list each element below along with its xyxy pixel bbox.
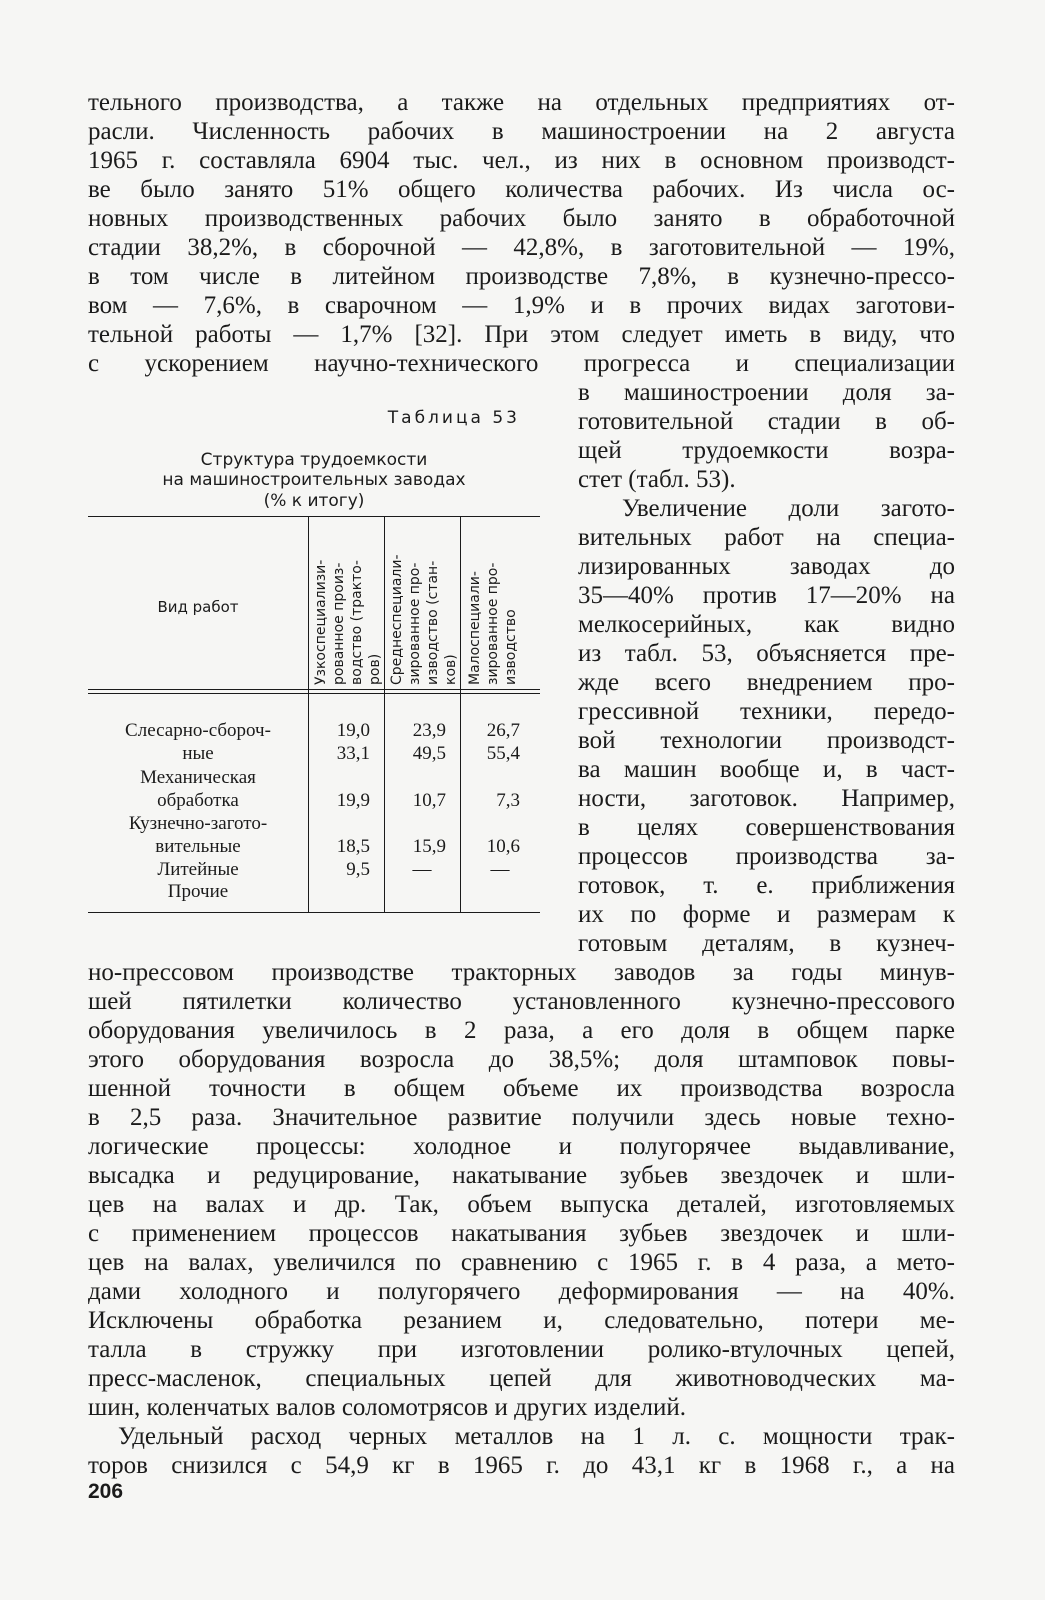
column-header-line: ков) [443, 654, 459, 685]
text-line: стет (табл. 53). [578, 466, 736, 493]
text-line: грессивной техники, передо- [578, 698, 955, 725]
table-subtitle: (% к итогу) [263, 491, 365, 511]
text-line: с применением процессов накатывания зубьев звездочек и шли- [88, 1220, 955, 1247]
text-line: Исключены обработка резанием и, следовательно, потери ме- [88, 1307, 955, 1334]
text-line: готовительной стадии в об- [578, 408, 955, 435]
table-top-rule [88, 516, 540, 517]
text-line: высадка и редуцирование, накатывание зубьев звездочек и шли- [88, 1162, 955, 1189]
text-line: в том числе в литейном производстве 7,8%, в кузнечно-прессо- [88, 263, 955, 290]
text-line: шин, коленчатых валов соломотрясов и других изделий. [88, 1394, 686, 1421]
table-cell: 9,5 [346, 859, 370, 880]
text-line: цев на валах, увеличился по сравнению с 1965 г. в 4 раза, а мето- [88, 1249, 955, 1276]
table-label: Таблица 53 [387, 408, 520, 428]
text-line: вой технологии производст- [578, 727, 955, 754]
table-cell: 10,6 [486, 836, 520, 857]
page-number: 206 [88, 1480, 124, 1503]
table-cell: — [412, 859, 432, 880]
table-cell: 55,4 [486, 743, 520, 764]
text-line: логические процессы: холодное и полугорячее выдавливание, [88, 1133, 955, 1160]
text-line: ве было занято 51% общего количества рабочих. Из числа ос- [88, 176, 955, 203]
text-line: процессов производства за- [578, 843, 955, 870]
text-line: Увеличение доли загото- [622, 495, 955, 522]
table-header-rule [88, 693, 540, 694]
table-cell: 49,5 [412, 743, 446, 764]
text-line: их по форме и размерам к [578, 901, 955, 928]
text-line: 1965 г. составляла 6904 тыс. чел., из них в основном производст- [88, 147, 955, 174]
text-line: ности, заготовок. Например, [578, 785, 955, 812]
text-line: талла в стружку при изготовлении ролико-втулочных цепей, [88, 1336, 955, 1363]
column-header-line: зированное про- [485, 562, 501, 685]
text-line: лизированных заводах до [578, 553, 955, 580]
text-line: вом — 7,6%, в сварочном — 1,9% и в прочих видах заготови- [88, 292, 955, 319]
row-label: Механическая [140, 767, 256, 788]
text-line: в 2,5 раза. Значительное развитие получили здесь новые техно- [88, 1104, 955, 1131]
row-label: Слесарно-сбороч- [125, 720, 271, 741]
text-line: тельного производства, а также на отдельных предприятиях от- [88, 89, 955, 116]
text-line: щей трудоемкости возра- [578, 437, 955, 464]
text-line: дами холодного и полугорячего деформирования — на 40%. [88, 1278, 955, 1305]
table-cell: 23,9 [412, 720, 446, 741]
table-bottom-rule [88, 912, 540, 913]
table-cell: 26,7 [486, 720, 520, 741]
text-line: готовок, т. е. приближения [578, 872, 955, 899]
text-line: ва машин вообще и, в част- [578, 756, 955, 783]
column-header-line: изводство [503, 609, 519, 685]
table-header-rule [88, 689, 540, 690]
column-header-line: водство (тракто- [349, 560, 365, 685]
row-label: вительные [155, 836, 241, 857]
row-label: ные [182, 743, 214, 764]
text-line: жде всего внедрением про- [578, 669, 955, 696]
table-cell: 19,0 [336, 720, 370, 741]
row-label: Кузнечно-загото- [128, 813, 268, 834]
table-cell: 33,1 [336, 743, 370, 764]
text-line: в машиностроении доля за- [578, 379, 955, 406]
column-header-line: Среднеспециали- [389, 554, 405, 685]
table-cell: 10,7 [412, 790, 446, 811]
table-title: на машиностроительных заводах [162, 470, 466, 490]
text-line: новных производственных рабочих было занято в обработочной [88, 205, 955, 232]
text-line: Удельный расход черных металлов на 1 л. с. мощности трак- [118, 1423, 955, 1450]
text-line: шей пятилетки количество установленного кузнечно-прессового [88, 988, 955, 1015]
column-header-line: Узкоспециализи- [313, 559, 329, 685]
text-line: 35—40% против 17—20% на [578, 582, 955, 609]
text-line: с ускорением научно-технического прогресса и специализации [88, 350, 955, 377]
row-label: Литейные [157, 859, 239, 880]
table-cell: 19,9 [336, 790, 370, 811]
column-header-line: ров) [367, 653, 383, 685]
text-line: мелкосерийных, как видно [578, 611, 955, 638]
column-header-line: зированное про- [407, 562, 423, 685]
text-line: но-прессовом производстве тракторных заводов за годы минув- [88, 959, 955, 986]
row-label: обработка [157, 790, 239, 811]
text-line: пресс-масленок, специальных цепей для животноводческих ма- [88, 1365, 955, 1392]
text-line: торов снизился с 54,9 кг в 1965 г. до 43,1 кг в 1968 г., а на [88, 1452, 955, 1479]
text-line: в целях совершенствования [578, 814, 955, 841]
column-header-line: изводство (стан- [425, 560, 441, 685]
table-cell: — [490, 859, 510, 880]
column-header-work-type: Вид работ [157, 598, 239, 616]
table-cell: 7,3 [496, 790, 520, 811]
text-line: оборудования увеличилось в 2 раза, а его доля в общем парке [88, 1017, 955, 1044]
table-title: Структура трудоемкости [200, 450, 428, 470]
column-header-line: Малоспециали- [467, 571, 483, 685]
table-cell: 18,5 [336, 836, 370, 857]
text-line: стадии 38,2%, в сборочной — 42,8%, в заготовительной — 19%, [88, 234, 955, 261]
text-line: вительных работ на специа- [578, 524, 955, 551]
text-line: из табл. 53, объясняется пре- [578, 640, 955, 667]
text-line: тельной работы — 1,7% [32]. При этом следует иметь в виду, что [88, 321, 955, 348]
row-label: Прочие [167, 881, 229, 902]
text-line: этого оборудования возросла до 38,5%; доля штамповок повы- [88, 1046, 955, 1073]
text-line: готовым деталям, в кузнеч- [578, 930, 955, 957]
column-header-line: рованное произ- [331, 562, 347, 685]
text-line: шенной точности в общем объеме их производства возросла [88, 1075, 955, 1102]
text-line: цев на валах и др. Так, объем выпуска деталей, изготовляемых [88, 1191, 955, 1218]
text-line: расли. Численность рабочих в машиностроении на 2 августа [88, 118, 955, 145]
table-cell: 15,9 [412, 836, 446, 857]
